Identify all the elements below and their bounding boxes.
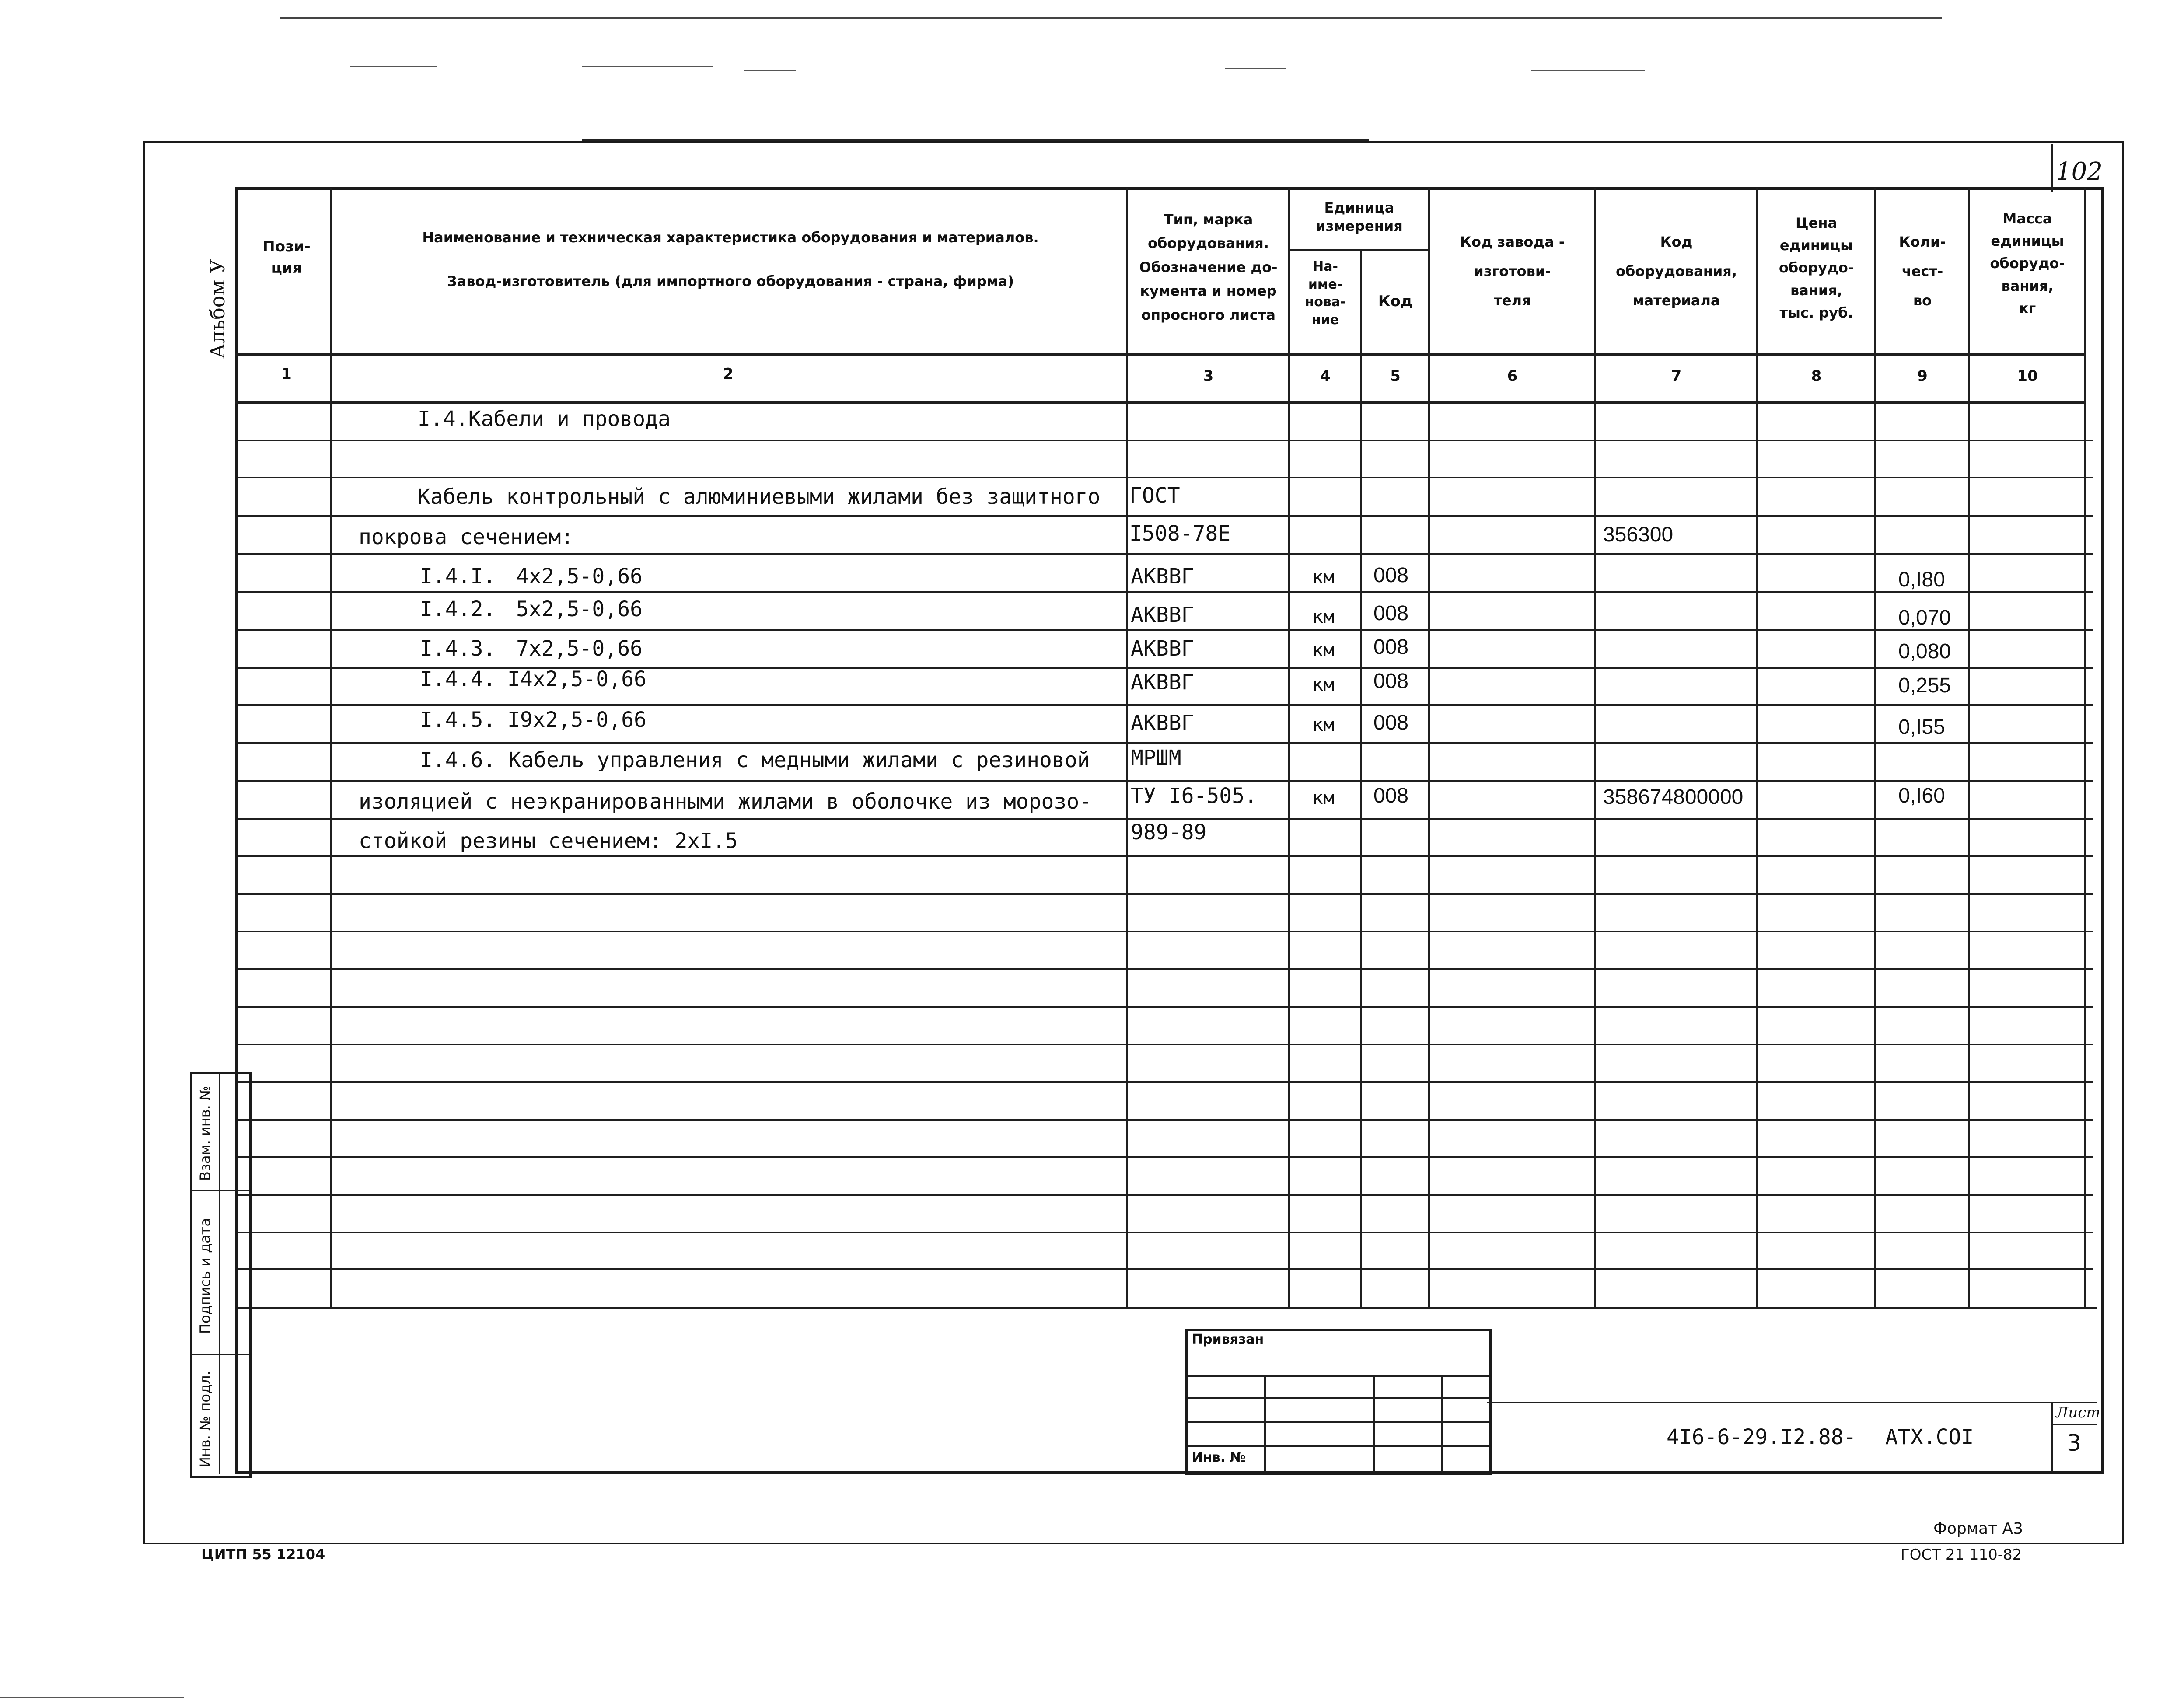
col-line	[1428, 188, 1430, 1308]
gost-line1: ГОСТ	[1129, 483, 1180, 508]
row-line	[238, 1044, 2093, 1045]
item-position: I.4.I.	[420, 564, 496, 589]
col-line	[2084, 188, 2086, 1308]
item-quantity: 0,I80	[1898, 568, 1945, 591]
item6-unit: км	[1312, 787, 1335, 809]
item-code: 008	[1373, 635, 1409, 659]
row-line	[238, 553, 2093, 555]
header-type: Тип, марка оборудования. Обозначение до- кумента и номер опросного листа	[1139, 211, 1278, 323]
top-dash	[582, 66, 713, 67]
page-number-divider	[2051, 144, 2053, 192]
item-code: 008	[1373, 602, 1409, 625]
table-bottom-line	[238, 1307, 2097, 1309]
item-type: АКВВГ	[1131, 670, 1194, 695]
item6-desc-line1: I.4.6. Кабель управления с медными жилами с резиновой	[420, 748, 1090, 772]
doc-code: 4I6-6-29.I2.88-	[1667, 1425, 1856, 1449]
header-name-line2: Завод-изготовитель (для импортного оборудования - страна, фирма)	[447, 273, 1014, 290]
top-dash	[350, 66, 437, 67]
stamp-inv-no: Инв. №	[1192, 1450, 1246, 1465]
col-number: 10	[2017, 367, 2038, 385]
side-stamp-podpis: Подпись и дата	[197, 1218, 213, 1334]
header-name-line1: Наименование и техническая характеристика оборудования и материалов.	[422, 229, 1039, 246]
item-description: I9х2,5-0,66	[507, 708, 646, 732]
footer-gost: ГОСТ 21 110-82	[1901, 1546, 2022, 1564]
item-type: АКВВГ	[1131, 711, 1194, 735]
col-line	[1968, 188, 1970, 1308]
item-unit: км	[1312, 674, 1335, 695]
footer-format: Формат А3	[1933, 1520, 2023, 1538]
item6-type-line2: ТУ I6-505.	[1131, 784, 1257, 808]
top-dash	[1531, 70, 1645, 71]
col-line	[1756, 188, 1758, 1308]
item-description: 7х2,5-0,66	[516, 636, 643, 661]
item-code: 008	[1373, 670, 1409, 693]
cable-desc-line2: покрова сечением:	[359, 525, 574, 549]
list-number: 3	[2067, 1430, 2082, 1456]
stamp-line	[1188, 1397, 1489, 1399]
row-line	[238, 1119, 2093, 1121]
side-stamp-divider	[219, 1072, 220, 1474]
side-stamp-inv: Инв. № подл.	[197, 1371, 213, 1467]
item-type: АКВВГ	[1131, 603, 1194, 627]
header-mass: Масса единицы оборудо- вания, кг	[1990, 210, 2065, 317]
row-line	[238, 818, 2093, 820]
stamp-divider	[1264, 1375, 1266, 1472]
item-type: АКВВГ	[1131, 636, 1194, 661]
list-line	[2051, 1424, 2097, 1425]
col-number: 3	[1203, 367, 1214, 385]
col-number: 8	[1811, 367, 1822, 385]
col-number: 1	[281, 365, 292, 383]
top-dash	[1225, 68, 1286, 69]
side-stamp-vzam: Взам. инв. №	[197, 1086, 213, 1181]
stamp-divider	[1373, 1375, 1375, 1472]
item6-type-line1: МРШМ	[1131, 746, 1181, 770]
row-line	[238, 704, 2093, 706]
page-number: 102	[2056, 157, 2103, 186]
stamp-top-line	[1487, 1402, 2097, 1403]
col-number: 7	[1671, 367, 1682, 385]
row-line	[238, 893, 2093, 895]
item6-code: 008	[1373, 784, 1409, 807]
row-line	[238, 1232, 2093, 1233]
col-number: 9	[1917, 367, 1928, 385]
col-line	[1288, 188, 1290, 1308]
item-description: 4х2,5-0,66	[516, 564, 643, 589]
row-line	[238, 1194, 2093, 1196]
header-price: Цена единицы оборудо- вания, тыс. руб.	[1779, 215, 1854, 321]
col-line	[1874, 188, 1876, 1308]
row-line	[238, 931, 2093, 932]
header-unit-name: На- име- нова- ние	[1305, 259, 1346, 328]
item6-desc-line2: изоляцией с неэкранированными жилами в оболочке из морозо-	[359, 789, 1092, 814]
stamp-line	[1188, 1375, 1489, 1377]
stamp-privyazan: Привязан	[1192, 1332, 1264, 1347]
cable-desc-line1: Кабель контрольный с алюминиевыми жилами без защитного	[418, 485, 1101, 509]
header-bottom-line	[235, 353, 2086, 356]
top-rule	[280, 17, 1942, 19]
stamp-line	[1188, 1445, 1489, 1447]
col-number: 2	[723, 365, 734, 383]
item-unit: км	[1312, 606, 1335, 627]
row-line	[238, 629, 2093, 631]
row-line	[238, 1081, 2093, 1083]
item-code: 008	[1373, 564, 1409, 587]
gost-line2: I508-78Е	[1129, 521, 1231, 546]
doc-suffix: АТХ.СОI	[1885, 1425, 1974, 1449]
row-line	[238, 440, 2093, 441]
item-unit: км	[1312, 639, 1335, 661]
header-position: Пози- ция	[262, 238, 311, 277]
section-title: I.4.Кабели и провода	[418, 407, 671, 431]
item6-quantity: 0,I60	[1898, 784, 1945, 807]
footer-left: ЦИТП 55 12104	[201, 1546, 325, 1563]
col-line	[1360, 249, 1362, 1308]
item-position: I.4.3.	[420, 636, 496, 661]
item-description: I4х2,5-0,66	[507, 667, 646, 691]
col-line	[1594, 188, 1596, 1308]
material-code: 356300	[1603, 523, 1674, 546]
header-unit-code: Код	[1378, 293, 1413, 310]
list-divider	[2051, 1402, 2053, 1472]
row-line	[238, 515, 2093, 517]
item-quantity: 0,I55	[1898, 716, 1945, 739]
item-position: I.4.2.	[420, 597, 496, 621]
item-description: 5х2,5-0,66	[516, 597, 643, 621]
row-line	[238, 968, 2093, 970]
item6-desc-line3: стойкой резины сечением: 2хI.5	[359, 829, 738, 853]
item-type: АКВВГ	[1131, 564, 1194, 589]
item6-type-line3: 989-89	[1131, 820, 1207, 845]
stamp-line	[1188, 1421, 1489, 1423]
row-line	[238, 477, 2093, 478]
bottom-dash	[0, 1697, 184, 1698]
item-quantity: 0,255	[1898, 674, 1951, 697]
list-label: Лист	[2056, 1404, 2100, 1421]
colnum-bottom-line	[235, 401, 2086, 404]
item-position: I.4.5.	[420, 708, 496, 732]
header-quantity: Коли- чест- во	[1899, 234, 1946, 309]
item6-material-code: 358674800000	[1603, 785, 1744, 809]
col-number: 6	[1507, 367, 1518, 385]
row-line	[238, 1006, 2093, 1008]
unit-group-line	[1288, 249, 1428, 251]
header-unit-group: Единица измерения	[1316, 199, 1403, 234]
item-unit: км	[1312, 714, 1335, 735]
row-line	[238, 855, 2093, 857]
row-line	[238, 591, 2093, 593]
header-equipment-code: Код оборудования, материала	[1616, 234, 1737, 309]
top-dash	[582, 139, 1369, 141]
col-number: 4	[1320, 367, 1331, 385]
row-line	[238, 1268, 2093, 1270]
top-dash	[744, 70, 796, 71]
col-line	[330, 188, 332, 1308]
col-line	[1126, 188, 1128, 1308]
item-code: 008	[1373, 711, 1409, 734]
row-line	[238, 1156, 2093, 1158]
col-number: 5	[1390, 367, 1401, 385]
stamp-divider	[1441, 1375, 1443, 1472]
row-line	[238, 780, 2093, 782]
item-quantity: 0,070	[1898, 606, 1951, 629]
item-unit: км	[1312, 566, 1335, 588]
item-position: I.4.4.	[420, 667, 496, 691]
row-line	[238, 742, 2093, 744]
item-quantity: 0,080	[1898, 640, 1951, 663]
album-label: Альбом У	[206, 258, 229, 359]
header-maker-code: Код завода - изготови- теля	[1460, 234, 1565, 309]
